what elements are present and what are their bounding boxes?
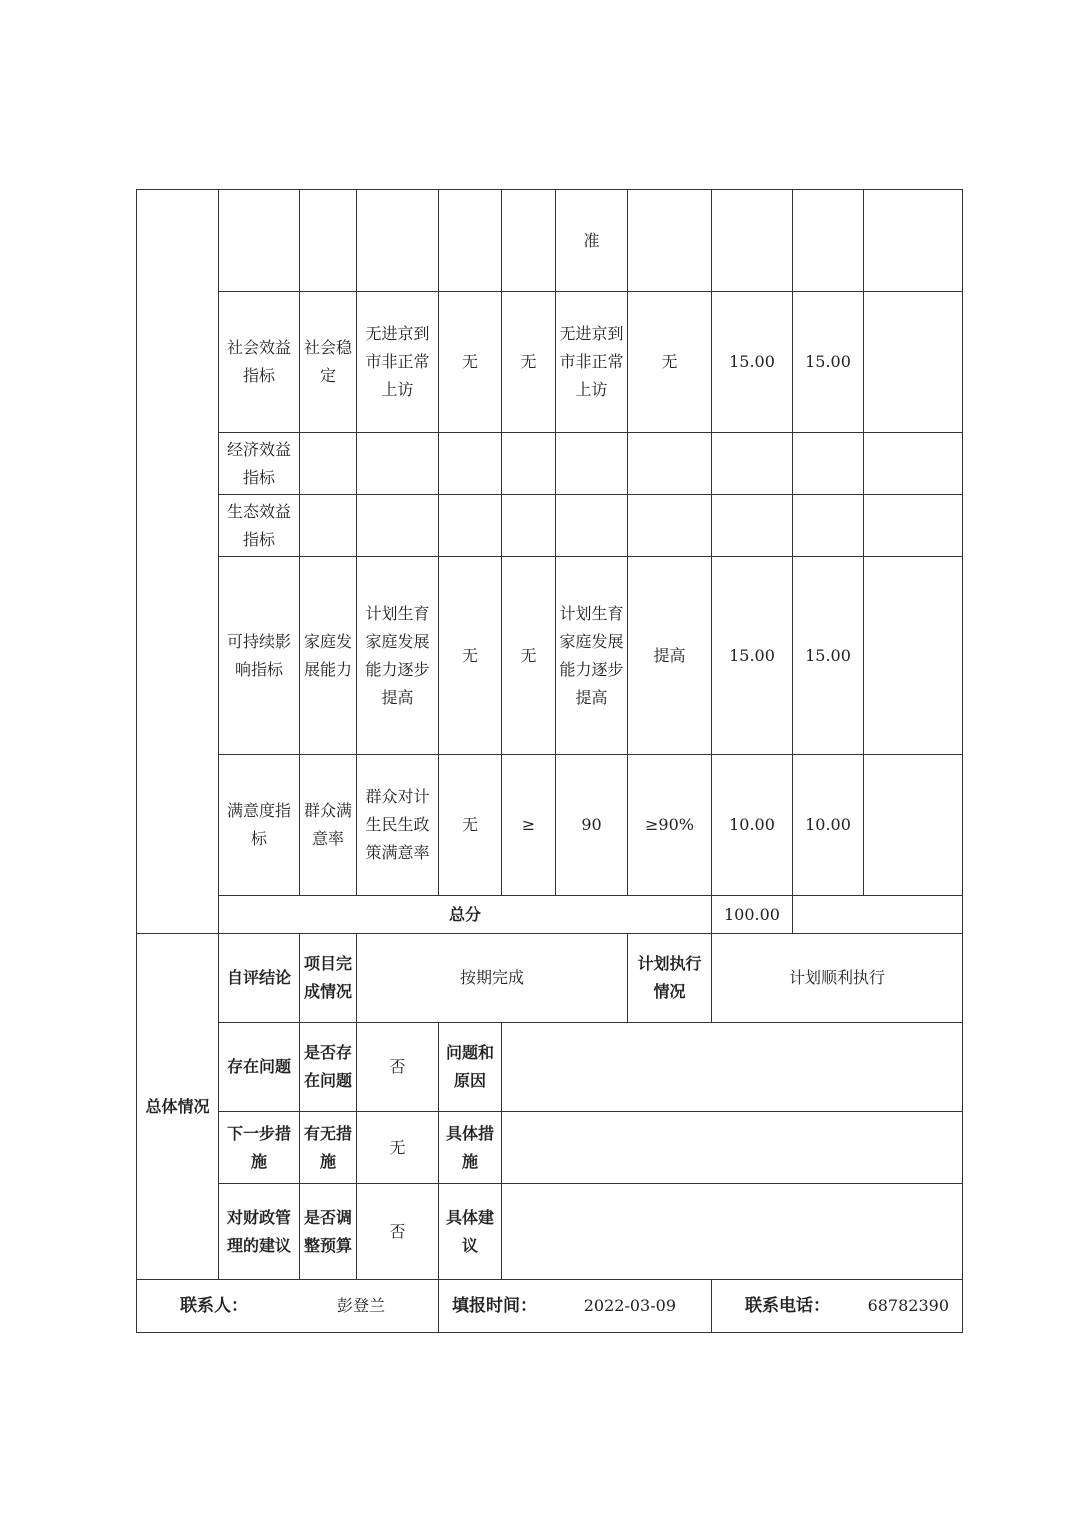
table-row bbox=[137, 433, 963, 495]
contact-cell bbox=[140, 1292, 435, 1320]
phone-cell bbox=[715, 1292, 959, 1320]
reason-label: 问题和原因 bbox=[439, 1023, 502, 1112]
advice-value bbox=[502, 1184, 963, 1280]
indicator-target: 无进京到市非正常上访 bbox=[556, 292, 628, 433]
problems-value: 否 bbox=[357, 1023, 439, 1112]
contact-label: 联系人： bbox=[180, 1296, 248, 1316]
total-row bbox=[137, 896, 963, 934]
date-value: 2022-03-09 bbox=[583, 1296, 676, 1315]
table-row bbox=[137, 557, 963, 755]
indicator-weight: 15.00 bbox=[712, 557, 793, 755]
indicator-col4: 无 bbox=[439, 557, 502, 755]
footer-row bbox=[137, 1280, 963, 1333]
table-row bbox=[137, 934, 963, 1023]
conclusion-sub-label: 项目完成情况 bbox=[300, 934, 357, 1023]
performance-table bbox=[136, 189, 963, 1333]
next-steps-sub-label: 有无措施 bbox=[300, 1112, 357, 1184]
table-row bbox=[137, 1023, 963, 1112]
overall-label: 总体情况 bbox=[137, 934, 219, 1280]
problems-label: 存在问题 bbox=[219, 1023, 300, 1112]
indicator-weight: 10.00 bbox=[712, 755, 793, 896]
next-steps-value: 无 bbox=[357, 1112, 439, 1184]
indicator-category: 生态效益指标 bbox=[219, 495, 300, 557]
conclusion-value: 按期完成 bbox=[357, 934, 628, 1023]
plan-label: 计划执行情况 bbox=[628, 934, 712, 1023]
contact-value: 彭登兰 bbox=[336, 1296, 385, 1315]
table-row bbox=[137, 190, 963, 292]
table-row bbox=[137, 1112, 963, 1184]
table-row bbox=[137, 1184, 963, 1280]
indicator-name: 家庭发展能力 bbox=[300, 557, 357, 755]
indicator-weight: 15.00 bbox=[712, 292, 793, 433]
indicator-col4: 无 bbox=[439, 292, 502, 433]
indicator-col4: 无 bbox=[439, 755, 502, 896]
indicator-category: 满意度指标 bbox=[219, 755, 300, 896]
conclusion-label: 自评结论 bbox=[219, 934, 300, 1023]
total-value: 100.00 bbox=[712, 896, 793, 934]
indicator-content: 计划生育家庭发展能力逐步提高 bbox=[357, 557, 439, 755]
indicator-content: 无进京到市非正常上访 bbox=[357, 292, 439, 433]
indicator-name: 社会稳定 bbox=[300, 292, 357, 433]
advice-label: 具体建议 bbox=[439, 1184, 502, 1280]
date-cell bbox=[442, 1292, 708, 1320]
indicator-col5: 无 bbox=[502, 557, 556, 755]
indicator-category: 社会效益指标 bbox=[219, 292, 300, 433]
group-label-empty bbox=[137, 190, 219, 934]
reason-value bbox=[502, 1023, 963, 1112]
plan-value: 计划顺利执行 bbox=[712, 934, 963, 1023]
finance-advice-value: 否 bbox=[357, 1184, 439, 1280]
total-label: 总分 bbox=[219, 896, 712, 934]
standard-tail: 准 bbox=[556, 190, 628, 292]
measures-value bbox=[502, 1112, 963, 1184]
table-row bbox=[137, 292, 963, 433]
indicator-score: 15.00 bbox=[793, 557, 864, 755]
indicator-name: 群众满意率 bbox=[300, 755, 357, 896]
indicator-category: 经济效益指标 bbox=[219, 433, 300, 495]
next-steps-label: 下一步措施 bbox=[219, 1112, 300, 1184]
finance-advice-label: 对财政管理的建议 bbox=[219, 1184, 300, 1280]
phone-label: 联系电话： bbox=[745, 1296, 830, 1316]
indicator-score: 15.00 bbox=[793, 292, 864, 433]
indicator-target: 90 bbox=[556, 755, 628, 896]
indicator-score: 10.00 bbox=[793, 755, 864, 896]
indicator-target: 计划生育家庭发展能力逐步提高 bbox=[556, 557, 628, 755]
finance-advice-sub-label: 是否调整预算 bbox=[300, 1184, 357, 1280]
indicator-actual: 无 bbox=[628, 292, 712, 433]
phone-value: 68782390 bbox=[867, 1296, 949, 1315]
indicator-col5: ≥ bbox=[502, 755, 556, 896]
date-label: 填报时间： bbox=[452, 1296, 537, 1316]
indicator-content: 群众对计生民生政策满意率 bbox=[357, 755, 439, 896]
indicator-category: 可持续影响指标 bbox=[219, 557, 300, 755]
indicator-actual: 提高 bbox=[628, 557, 712, 755]
table-row bbox=[137, 755, 963, 896]
indicator-col5: 无 bbox=[502, 292, 556, 433]
problems-sub-label: 是否存在问题 bbox=[300, 1023, 357, 1112]
measures-label: 具体措施 bbox=[439, 1112, 502, 1184]
table-row bbox=[137, 495, 963, 557]
indicator-actual: ≥90% bbox=[628, 755, 712, 896]
